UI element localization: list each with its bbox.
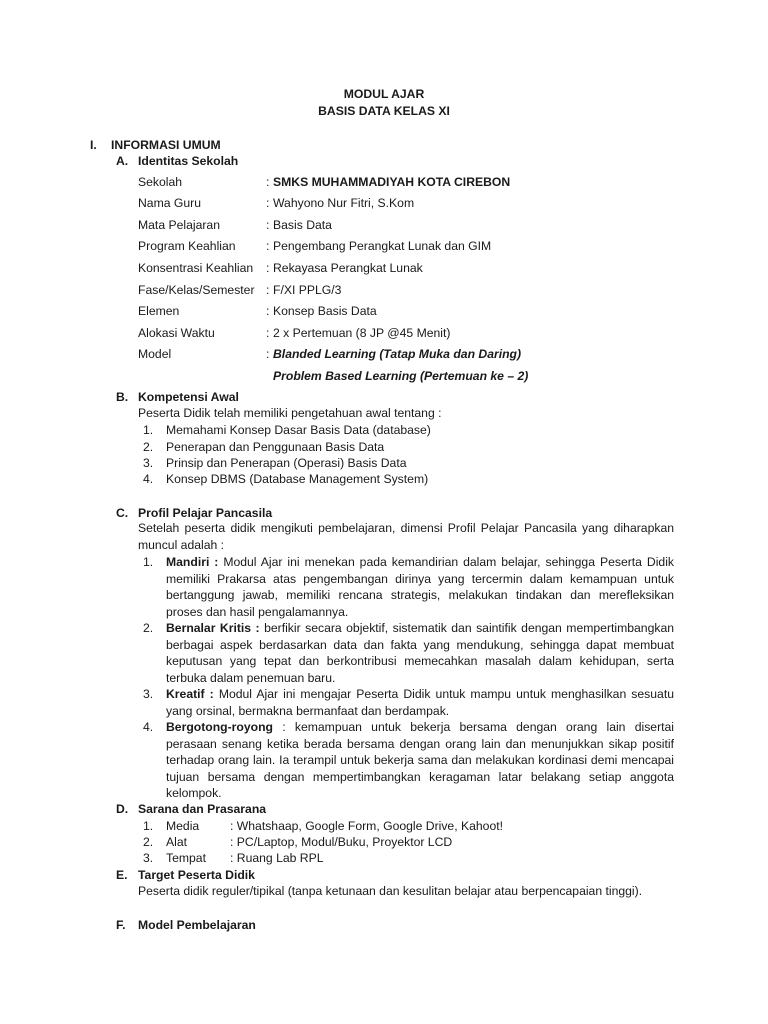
profile-term: Bergotong-royong xyxy=(166,720,273,734)
list-number: 3. xyxy=(143,687,154,701)
identity-label: Nama Guru xyxy=(138,196,201,210)
list-number: 1. xyxy=(143,555,154,569)
profile-text: berfikir secara objektif, sistematik dan saintifik dengan mempertimbangkan berbagai aspek berdasarkan data dan fakta yang mendukung, sehingga dapat membuat keputusan yang tepat dan berkontribusi memecahkan masalah dalam kehidupan, serta terbuka dalam penemuan baru. xyxy=(166,621,675,685)
facility-label: Alat xyxy=(166,835,188,849)
identity-value-model: Blanded Learning (Tatap Muka dan Daring) xyxy=(273,347,522,361)
list-number: 3. xyxy=(143,851,154,865)
list-number: 2. xyxy=(143,440,154,454)
identity-value: Pengembang Perangkat Lunak dan GIM xyxy=(273,239,492,253)
identity-label: Model xyxy=(138,347,172,361)
section-f-title: Model Pembelajaran xyxy=(138,918,256,932)
facility-value: : Whatshaap, Google Form, Google Drive, Kahoot! xyxy=(230,819,503,833)
list-number: 1. xyxy=(143,819,154,833)
section-b-intro: Peserta Didik telah memiliki pengetahuan awal tentang : xyxy=(138,406,442,420)
list-item xyxy=(166,719,674,802)
list-number: 2. xyxy=(143,621,154,635)
identity-colon: : xyxy=(266,261,270,275)
identity-colon: : xyxy=(266,347,270,361)
list-item: Memahami Konsep Dasar Basis Data (database) xyxy=(166,423,431,437)
identity-label: Konsentrasi Keahlian xyxy=(138,261,254,275)
profile-term: Mandiri : xyxy=(166,555,219,569)
identity-value: F/XI PPLG/3 xyxy=(273,283,342,297)
identity-value: 2 x Pertemuan (8 JP @45 Menit) xyxy=(273,326,451,340)
list-item xyxy=(166,554,674,620)
section-d-title: Sarana dan Prasarana xyxy=(138,802,267,816)
section-b-letter: B. xyxy=(116,390,129,404)
identity-label: Mata Pelajaran xyxy=(138,218,220,232)
identity-colon: : xyxy=(266,326,270,340)
section-c-title: Profil Pelajar Pancasila xyxy=(138,506,273,520)
identity-label: Elemen xyxy=(138,304,180,318)
doc-title-line1: MODUL AJAR xyxy=(343,87,425,101)
identity-label: Fase/Kelas/Semester xyxy=(138,283,255,297)
list-item: Prinsip dan Penerapan (Operasi) Basis Data xyxy=(166,456,407,470)
identity-value: Rekayasa Perangkat Lunak xyxy=(273,261,423,275)
list-item xyxy=(166,620,674,686)
section-1-title: INFORMASI UMUM xyxy=(111,138,221,152)
section-d-letter: D. xyxy=(116,802,129,816)
profile-text: Modul Ajar ini menekan pada kemandirian dalam belajar, sehingga Peserta Didik memiliki Prakarsa atas pengembangan dirinya yang tercermin dalam kemampuan untuk bertanggung jawab, memiliki rencana strategis, melakukan tindakan dan merefleksikan proses dan hasil pengalamannya. xyxy=(166,555,675,619)
section-a-letter: A. xyxy=(116,154,129,168)
identity-label: Program Keahlian xyxy=(138,239,236,253)
doc-title-line2: BASIS DATA KELAS XI xyxy=(318,104,450,118)
facility-value: : Ruang Lab RPL xyxy=(230,851,324,865)
identity-colon: : xyxy=(266,283,270,297)
list-item xyxy=(166,686,674,719)
identity-value: Konsep Basis Data xyxy=(273,304,377,318)
section-c-letter: C. xyxy=(116,506,129,520)
profile-term: Bernalar Kritis : xyxy=(166,621,260,635)
identity-colon: : xyxy=(266,196,270,210)
section-a-title: Identitas Sekolah xyxy=(138,154,239,168)
section-1-number: I. xyxy=(90,138,97,152)
identity-value-model-2: Problem Based Learning (Pertemuan ke – 2) xyxy=(273,369,529,383)
section-b-title: Kompetensi Awal xyxy=(138,390,239,404)
list-number: 4. xyxy=(143,472,154,486)
identity-label: Sekolah xyxy=(138,175,183,189)
profile-text: Modul Ajar ini mengajar Peserta Didik untuk mampu untuk menghasilkan sesuatu yang orsinal, bermakna bermanfaat dan berdampak. xyxy=(166,687,674,718)
list-item: Penerapan dan Penggunaan Basis Data xyxy=(166,440,385,454)
identity-label: Alokasi Waktu xyxy=(138,326,215,340)
section-e-text: Peserta didik reguler/tipikal (tanpa ketunaan dan kesulitan belajar atau berpencapaian tinggi). xyxy=(138,884,643,898)
profile-text: : kemampuan untuk bekerja bersama dengan orang lain disertai perasaan senang ketika berada bersama dengan orang lain dan menunjukkan sikap positif terhadap orang lain. Ia terampil untuk bekerja sama dan melakukan kordinasi demi mencapai tujuan bersama dengan mempertimbangkan keragaman latar belakang setiap anggota kelompok. xyxy=(166,720,674,800)
identity-value-school: SMKS MUHAMMADIYAH KOTA CIREBON xyxy=(273,175,511,189)
section-e-letter: E. xyxy=(116,868,128,882)
identity-value: Wahyono Nur Fitri, S.Kom xyxy=(273,196,415,210)
facility-value: : PC/Laptop, Modul/Buku, Proyektor LCD xyxy=(230,835,453,849)
facility-label: Tempat xyxy=(166,851,206,865)
section-c-intro: Setelah peserta didik mengikuti pembelajaran, dimensi Profil Pelajar Pancasila yang diharapkan muncul adalah : xyxy=(138,521,674,552)
list-number: 4. xyxy=(143,720,154,734)
identity-value: Basis Data xyxy=(273,218,332,232)
section-f-letter: F. xyxy=(116,918,126,932)
facility-label: Media xyxy=(166,819,200,833)
list-item: Konsep DBMS (Database Management System) xyxy=(166,472,429,486)
list-number: 1. xyxy=(143,423,154,437)
profile-term: Kreatif : xyxy=(166,687,214,701)
identity-colon: : xyxy=(266,304,270,318)
list-number: 2. xyxy=(143,835,154,849)
identity-colon: : xyxy=(266,218,270,232)
section-e-title: Target Peserta Didik xyxy=(138,868,255,882)
list-number: 3. xyxy=(143,456,154,470)
identity-colon: : xyxy=(266,239,270,253)
identity-colon: : xyxy=(266,175,270,189)
